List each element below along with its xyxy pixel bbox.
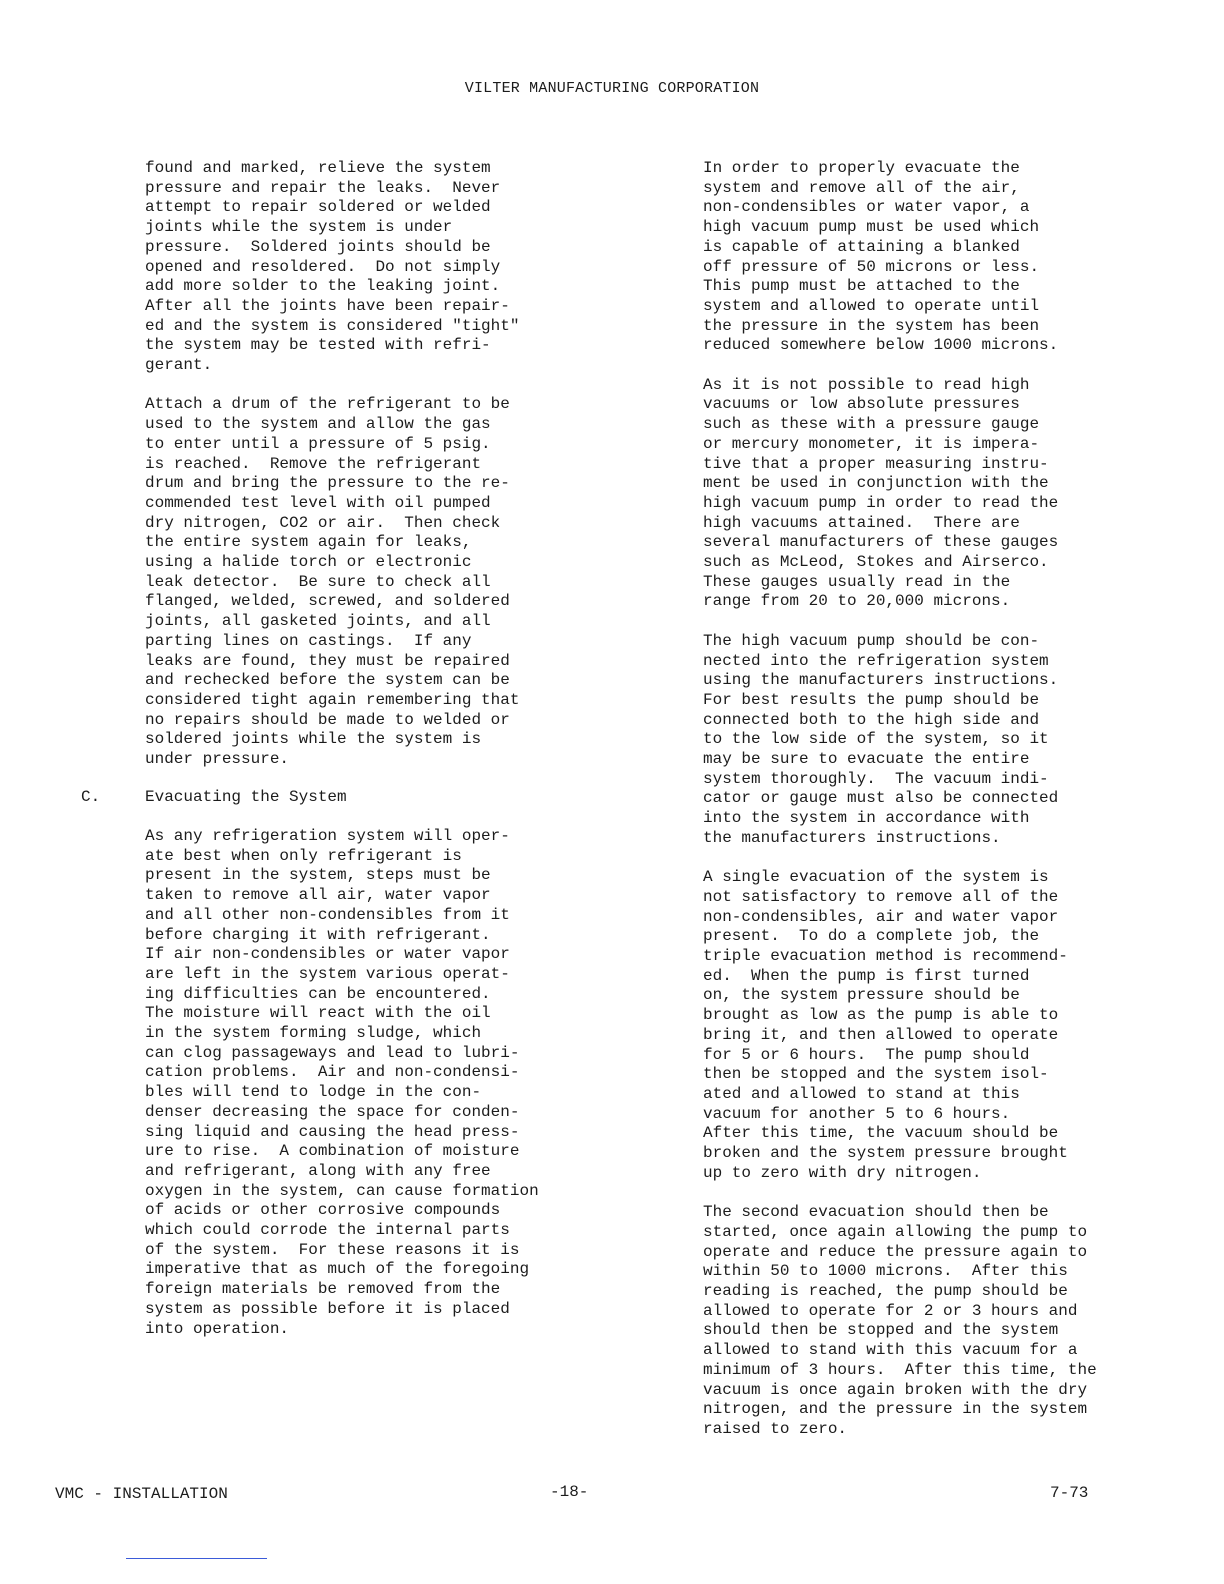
- paragraph-pump-connection: The high vacuum pump should be con- nected into the refrigeration system using the manufacturers instructions. For best results the pump should be connected both to the high side and to the low side of the system, so it may be sure to evacuate the entire system thoroughly. The vacuum indi- cator or gauge must also be connected into the system in accordance with the manufacturers instructions.: [703, 631, 1059, 847]
- right-column: [703, 159, 1133, 1459]
- divider-line: [126, 1558, 267, 1559]
- page-number: -18-: [550, 1483, 589, 1501]
- left-column-section: [145, 827, 575, 1359]
- paragraph-gauges: As it is not possible to read high vacuums or low absolute pressures such as these with a pressure gauge or mercury monometer, it is impera- tive that a proper measuring instru- ment be used in conjunction with the high vacuum pump in order to read the high vacuums attained. There are several manufacturers of these gauges such as McLeod, Stokes and Airserco. These gauges usually read in the range from 20 to 20,000 microns.: [703, 375, 1059, 611]
- section-heading: Evacuating the System: [145, 788, 347, 806]
- paragraph-refrigerant-test: Attach a drum of the refrigerant to be used to the system and allow the gas to enter until a pressure of 5 psig. is reached. Remove the refrigerant drum and bring the pressure to the re- commended test level with oil pumped dry nitrogen, CO2 or air. Then check the entire system again for leaks, using a halide torch or electronic leak detector. Be sure to check all flanged, welded, screwed, and soldered joints, all gasketed joints, and all parting lines on castings. If any leaks are found, they must be repaired and rechecked before the system can be considered tight again remembering that no repairs should be made to welded or soldered joints while the system is under pressure.: [145, 395, 520, 769]
- paragraph-single-evacuation: A single evacuation of the system is not satisfactory to remove all of the non-condensibles, air and water vapor present. To do a complete job, the triple evacuation method is recommend- ed. When the pump is first turned on, the system pressure should be brought as low as the pump is able to bring it, and then allowed to operate for 5 or 6 hours. The pump should then be stopped and the system isol- ated and allowed to stand at this vacuum for another 5 to 6 hours. After this time, the vacuum should be broken and the system pressure brought up to zero with dry nitrogen.: [703, 868, 1068, 1182]
- page-header: VILTER MANUFACTURING CORPORATION: [464, 80, 760, 97]
- paragraph-second-evacuation: The second evacuation should then be started, once again allowing the pump to operate and reduce the pressure again to within 50 to 1000 microns. After this reading is reached, the pump should be allowed to operate for 2 or 3 hours and should then be stopped and the system allowed to stand with this vacuum for a minimum of 3 hours. After this time, the vacuum is once again broken with the dry nitrogen, and the pressure in the system raised to zero.: [703, 1203, 1097, 1438]
- paragraph-leak-repair: found and marked, relieve the system pressure and repair the leaks. Never attempt to repair soldered or welded joints while the system is under pressure. Soldered joints should be opened and resoldered. Do not simply add more solder to the leaking joint. After all the joints have been repair- ed and the system is considered "tight" the system may be tested with refri- gerant.: [145, 159, 520, 375]
- paragraph-evacuation-intro: As any refrigeration system will oper- ate best when only refrigerant is present in the system, steps must be taken to remove all air, water vapor and all other non-condensibles from it before charging it with refrigerant. If air non-condensibles or water vapor are left in the system various operat- ing difficulties can be encountered. The moisture will react with the oil in the system forming sludge, which can clog passageways and lead to lubri- cation problems. Air and non-condensi- bles will tend to lodge in the con- denser decreasing the space for conden- sing liquid and causing the head press- ure to rise. A combination of moisture and refrigerant, along with any free oxygen in the system, can cause formation of acids or other corrosive compounds which could corrode the internal parts of the system. For these reasons it is imperative that as much of the foregoing foreign materials be removed from the system as possible before it is placed into operation.: [145, 827, 539, 1338]
- footer-section-label: VMC - INSTALLATION: [55, 1485, 228, 1503]
- section-letter: C.: [81, 788, 101, 806]
- left-column: [145, 159, 575, 789]
- paragraph-vacuum-pump: In order to properly evacuate the system and remove all of the air, non-condensibles or water vapor, a high vacuum pump must be used which is capable of attaining a blanked off pressure of 50 microns or less. This pump must be attached to the system and allowed to operate until the pressure in the system has been reduced somewhere below 1000 microns.: [703, 159, 1059, 355]
- footer-date: 7-73: [1050, 1484, 1089, 1502]
